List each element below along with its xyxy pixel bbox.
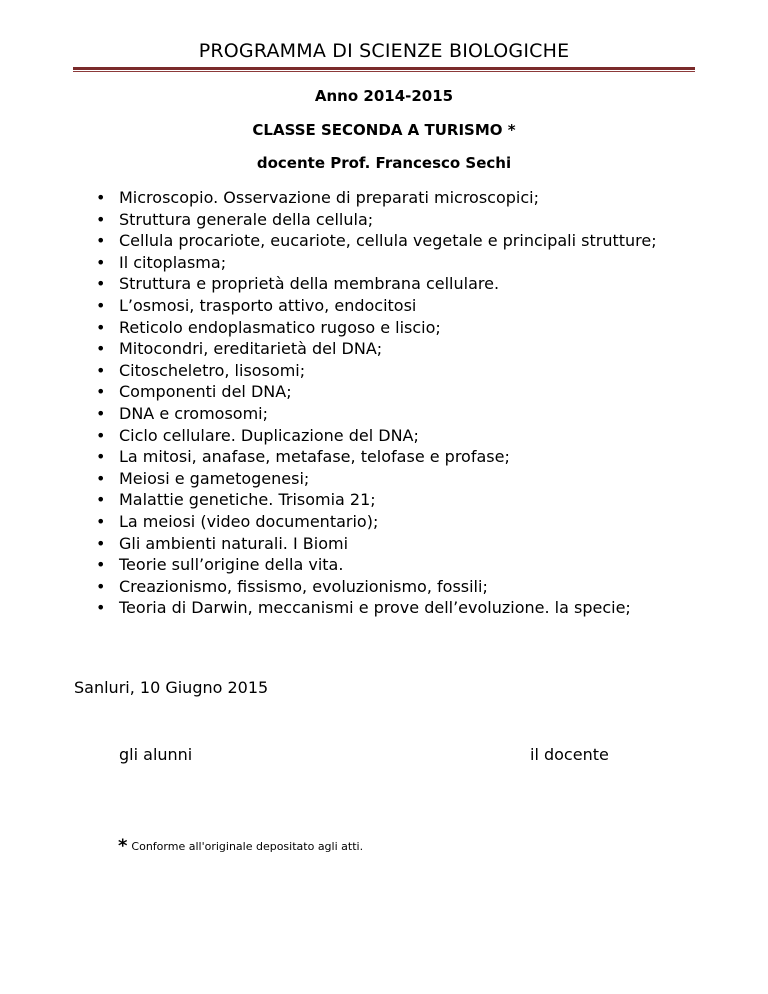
- list-item: • Microscopio. Osservazione di preparati microscopici;: [96, 188, 539, 207]
- bullet-icon: •: [96, 576, 106, 596]
- list-item: • Reticolo endoplasmatico rugoso e liscio;: [96, 317, 441, 337]
- list-item: • Malattie genetiche. Trisomia 21;: [96, 490, 376, 510]
- list-item: • L’osmosi, trasporto attivo, endocitosi: [96, 295, 417, 315]
- header-divider-thin: [73, 71, 695, 72]
- students-signature-label: gli alunni: [119, 745, 193, 764]
- bullet-icon: •: [96, 598, 106, 618]
- bullet-icon: •: [96, 274, 106, 294]
- footnote-mark: *: [118, 835, 128, 857]
- list-item: • Gli ambienti naturali. I Biomi: [96, 533, 349, 553]
- teacher-name: docente Prof. Francesco Sechi: [256, 154, 512, 172]
- list-item: • Struttura generale della cellula;: [96, 209, 374, 229]
- place-and-date: Sanluri, 10 Giugno 2015: [74, 678, 269, 697]
- bullet-icon: •: [96, 188, 106, 207]
- bullet-icon: •: [96, 295, 106, 315]
- bullet-icon: •: [96, 468, 106, 488]
- bullet-icon: •: [96, 231, 106, 251]
- bullet-icon: •: [96, 533, 106, 553]
- bullet-icon: •: [96, 490, 106, 510]
- bullet-icon: •: [96, 511, 106, 531]
- list-item: • Struttura e proprietà della membrana cellulare.: [96, 274, 500, 294]
- bullet-icon: •: [96, 382, 106, 402]
- list-item: • Componenti del DNA;: [96, 382, 292, 402]
- bullet-icon: •: [96, 209, 106, 229]
- list-item: • Creazionismo, fissismo, evoluzionismo, fossili;: [96, 576, 488, 596]
- header-divider: [73, 67, 695, 73]
- bullet-icon: •: [96, 360, 106, 380]
- list-item: • Ciclo cellulare. Duplicazione del DNA;: [96, 425, 419, 445]
- list-item: • Il citoplasma;: [96, 252, 227, 272]
- list-item: • La mitosi, anafase, metafase, telofase e profase;: [96, 447, 510, 467]
- bullet-icon: •: [96, 317, 106, 337]
- teacher-signature-label: il docente: [530, 745, 609, 764]
- list-item: • Meiosi e gametogenesi;: [96, 468, 310, 488]
- list-item: • Cellula procariote, eucariote, cellula vegetale e principali strutture;: [96, 231, 657, 251]
- school-year: Anno 2014-2015: [314, 87, 454, 105]
- footnote: [118, 836, 363, 857]
- topic-list: [76, 187, 676, 619]
- bullet-icon: •: [96, 339, 106, 359]
- list-item: • Teoria di Darwin, meccanismi e prove dell’evoluzione. la specie;: [96, 598, 631, 618]
- bullet-icon: •: [96, 252, 106, 272]
- list-item: • DNA e cromosomi;: [96, 403, 268, 423]
- class-name: CLASSE SECONDA A TURISMO *: [252, 121, 516, 139]
- list-item: • Teorie sull’origine della vita.: [96, 555, 344, 575]
- page-header-title: PROGRAMMA DI SCIENZE BIOLOGICHE: [198, 40, 570, 62]
- list-item: • Mitocondri, ereditarietà del DNA;: [96, 339, 383, 359]
- footnote-text: Conforme all'originale depositato agli atti.: [131, 839, 364, 853]
- bullet-icon: •: [96, 425, 106, 445]
- bullet-icon: •: [96, 555, 106, 575]
- bullet-icon: •: [96, 447, 106, 467]
- header-divider-thick: [73, 67, 695, 70]
- bullet-icon: •: [96, 403, 106, 423]
- list-item: • La meiosi (video documentario);: [96, 511, 379, 531]
- list-item: • Citoscheletro, lisosomi;: [96, 360, 306, 380]
